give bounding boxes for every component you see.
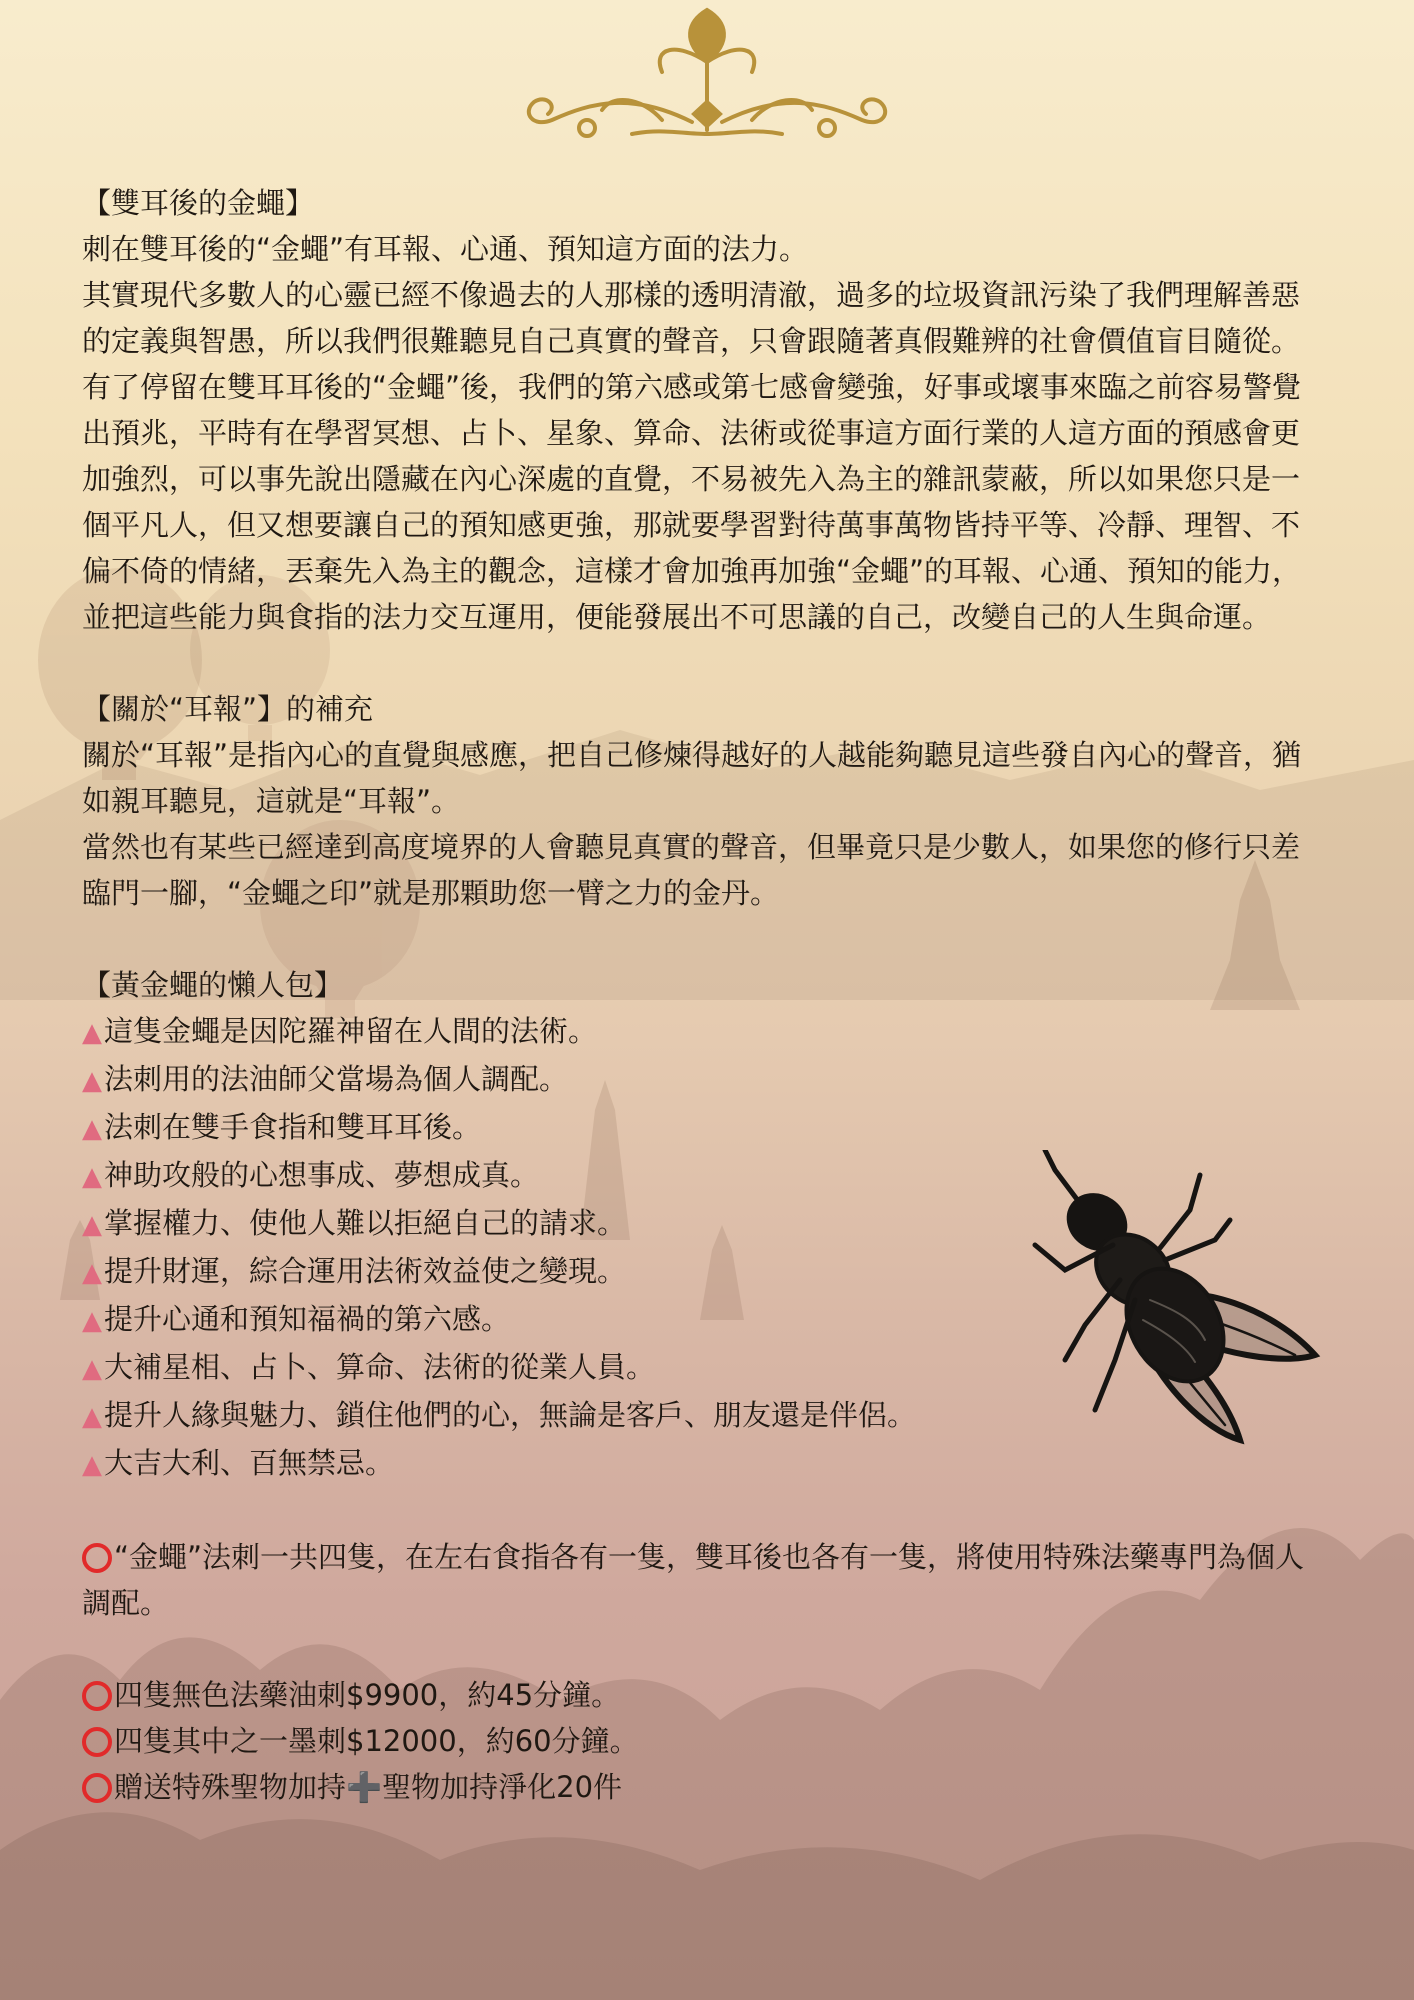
plus-icon: ➕ — [346, 1770, 383, 1804]
paragraph: 當然也有某些已經達到高度境界的人會聽見真實的聲音，但畢竟只是少數人，如果您的修行只差臨門一腳，“金蠅之印”就是那顆助您一臂之力的金丹。 — [82, 830, 1301, 910]
red-circle-icon — [82, 1543, 112, 1573]
red-triangle-icon: ▲ — [82, 1258, 102, 1288]
summary-list — [82, 1008, 1322, 1488]
price-item: 四隻無色法藥油刺$9900，約45分鐘。 — [82, 1672, 1322, 1718]
red-triangle-icon: ▲ — [82, 1018, 102, 1048]
list-item: ▲提升心通和預知福禍的第六感。 — [82, 1302, 511, 1336]
paragraph: 有了停留在雙耳耳後的“金蠅”後，我們的第六感或第七感會變強，好事或壞事來臨之前容易警覺出預兆，平時有在學習冥想、占卜、星象、算命、法術或從事這方面行業的人這方面的預感會更加強烈，可以事先說出隱藏在內心深處的直覺，不易被先入為主的雜訊蒙蔽，所以如果您只是一個平凡人，但又想要讓自己的預知感更強，那就要學習對待萬事萬物皆持平等、冷靜、理智、不偏不倚的情緒，丟棄先入為主的觀念，這樣才會加強再加強“金蠅”的耳報、心通、預知的能力，並把這些能力與食指的法力交互運用，便能發展出不可思議的自己，改變自己的人生與命運。 — [82, 370, 1302, 634]
list-item: ▲法刺在雙手食指和雙耳耳後。 — [82, 1110, 482, 1144]
list-item: ▲大補星相、占卜、算命、法術的從業人員。 — [82, 1350, 656, 1384]
list-item: ▲掌握權力、使他人難以拒絕自己的請求。 — [82, 1206, 627, 1240]
red-circle-icon — [82, 1727, 112, 1757]
red-triangle-icon: ▲ — [82, 1162, 102, 1192]
price-item: 贈送特殊聖物加持➕聖物加持淨化20件 — [82, 1764, 1322, 1810]
red-triangle-icon: ▲ — [82, 1066, 102, 1096]
red-triangle-icon: ▲ — [82, 1354, 102, 1384]
red-triangle-icon: ▲ — [82, 1210, 102, 1240]
section-heading-ear-report: 【關於“耳報”】的補充 — [82, 692, 374, 726]
list-item: ▲提升財運，綜合運用法術效益使之變現。 — [82, 1254, 627, 1288]
list-item: ▲神助攻般的心想事成、夢想成真。 — [82, 1158, 540, 1192]
section-heading-golden-fly: 【雙耳後的金蠅】 — [82, 186, 315, 220]
red-triangle-icon: ▲ — [82, 1306, 102, 1336]
red-triangle-icon: ▲ — [82, 1402, 102, 1432]
gold-filigree-ornament-icon — [512, 2, 902, 144]
list-item: ▲提升人緣與魅力、鎖住他們的心，無論是客戶、朋友還是伴侶。 — [82, 1398, 917, 1432]
paragraph: 其實現代多數人的心靈已經不像過去的人那樣的透明清澈，過多的垃圾資訊污染了我們理解善惡的定義與智愚，所以我們很難聽見自己真實的聲音，只會跟隨著真假難辨的社會價值盲目隨從。 — [82, 278, 1301, 358]
red-triangle-icon: ▲ — [82, 1114, 102, 1144]
list-item: ▲大吉大利、百無禁忌。 — [82, 1446, 395, 1480]
paragraph: 關於“耳報”是指內心的直覺與感應，把自己修煉得越好的人越能夠聽見這些發自內心的聲音，猶如親耳聽見，這就是“耳報”。 — [82, 738, 1302, 818]
section-heading-summary: 【黃金蠅的懶人包】 — [82, 968, 344, 1002]
list-item: ▲法刺用的法油師父當場為個人調配。 — [82, 1062, 569, 1096]
document-body — [82, 180, 1322, 1810]
price-list — [82, 1672, 1322, 1810]
red-circle-icon — [82, 1681, 112, 1711]
list-item: ▲這隻金蠅是因陀羅神留在人間的法術。 — [82, 1014, 598, 1048]
price-item: 四隻其中之一墨刺$12000，約60分鐘。 — [82, 1718, 1322, 1764]
tattoo-note: “金蠅”法刺一共四隻，在左右食指各有一隻，雙耳後也各有一隻，將使用特殊法藥專門為個人調配。 — [82, 1540, 1305, 1620]
paragraph: 刺在雙耳後的“金蠅”有耳報、心通、預知這方面的法力。 — [82, 232, 809, 266]
red-triangle-icon: ▲ — [82, 1450, 102, 1480]
red-circle-icon — [82, 1773, 112, 1803]
